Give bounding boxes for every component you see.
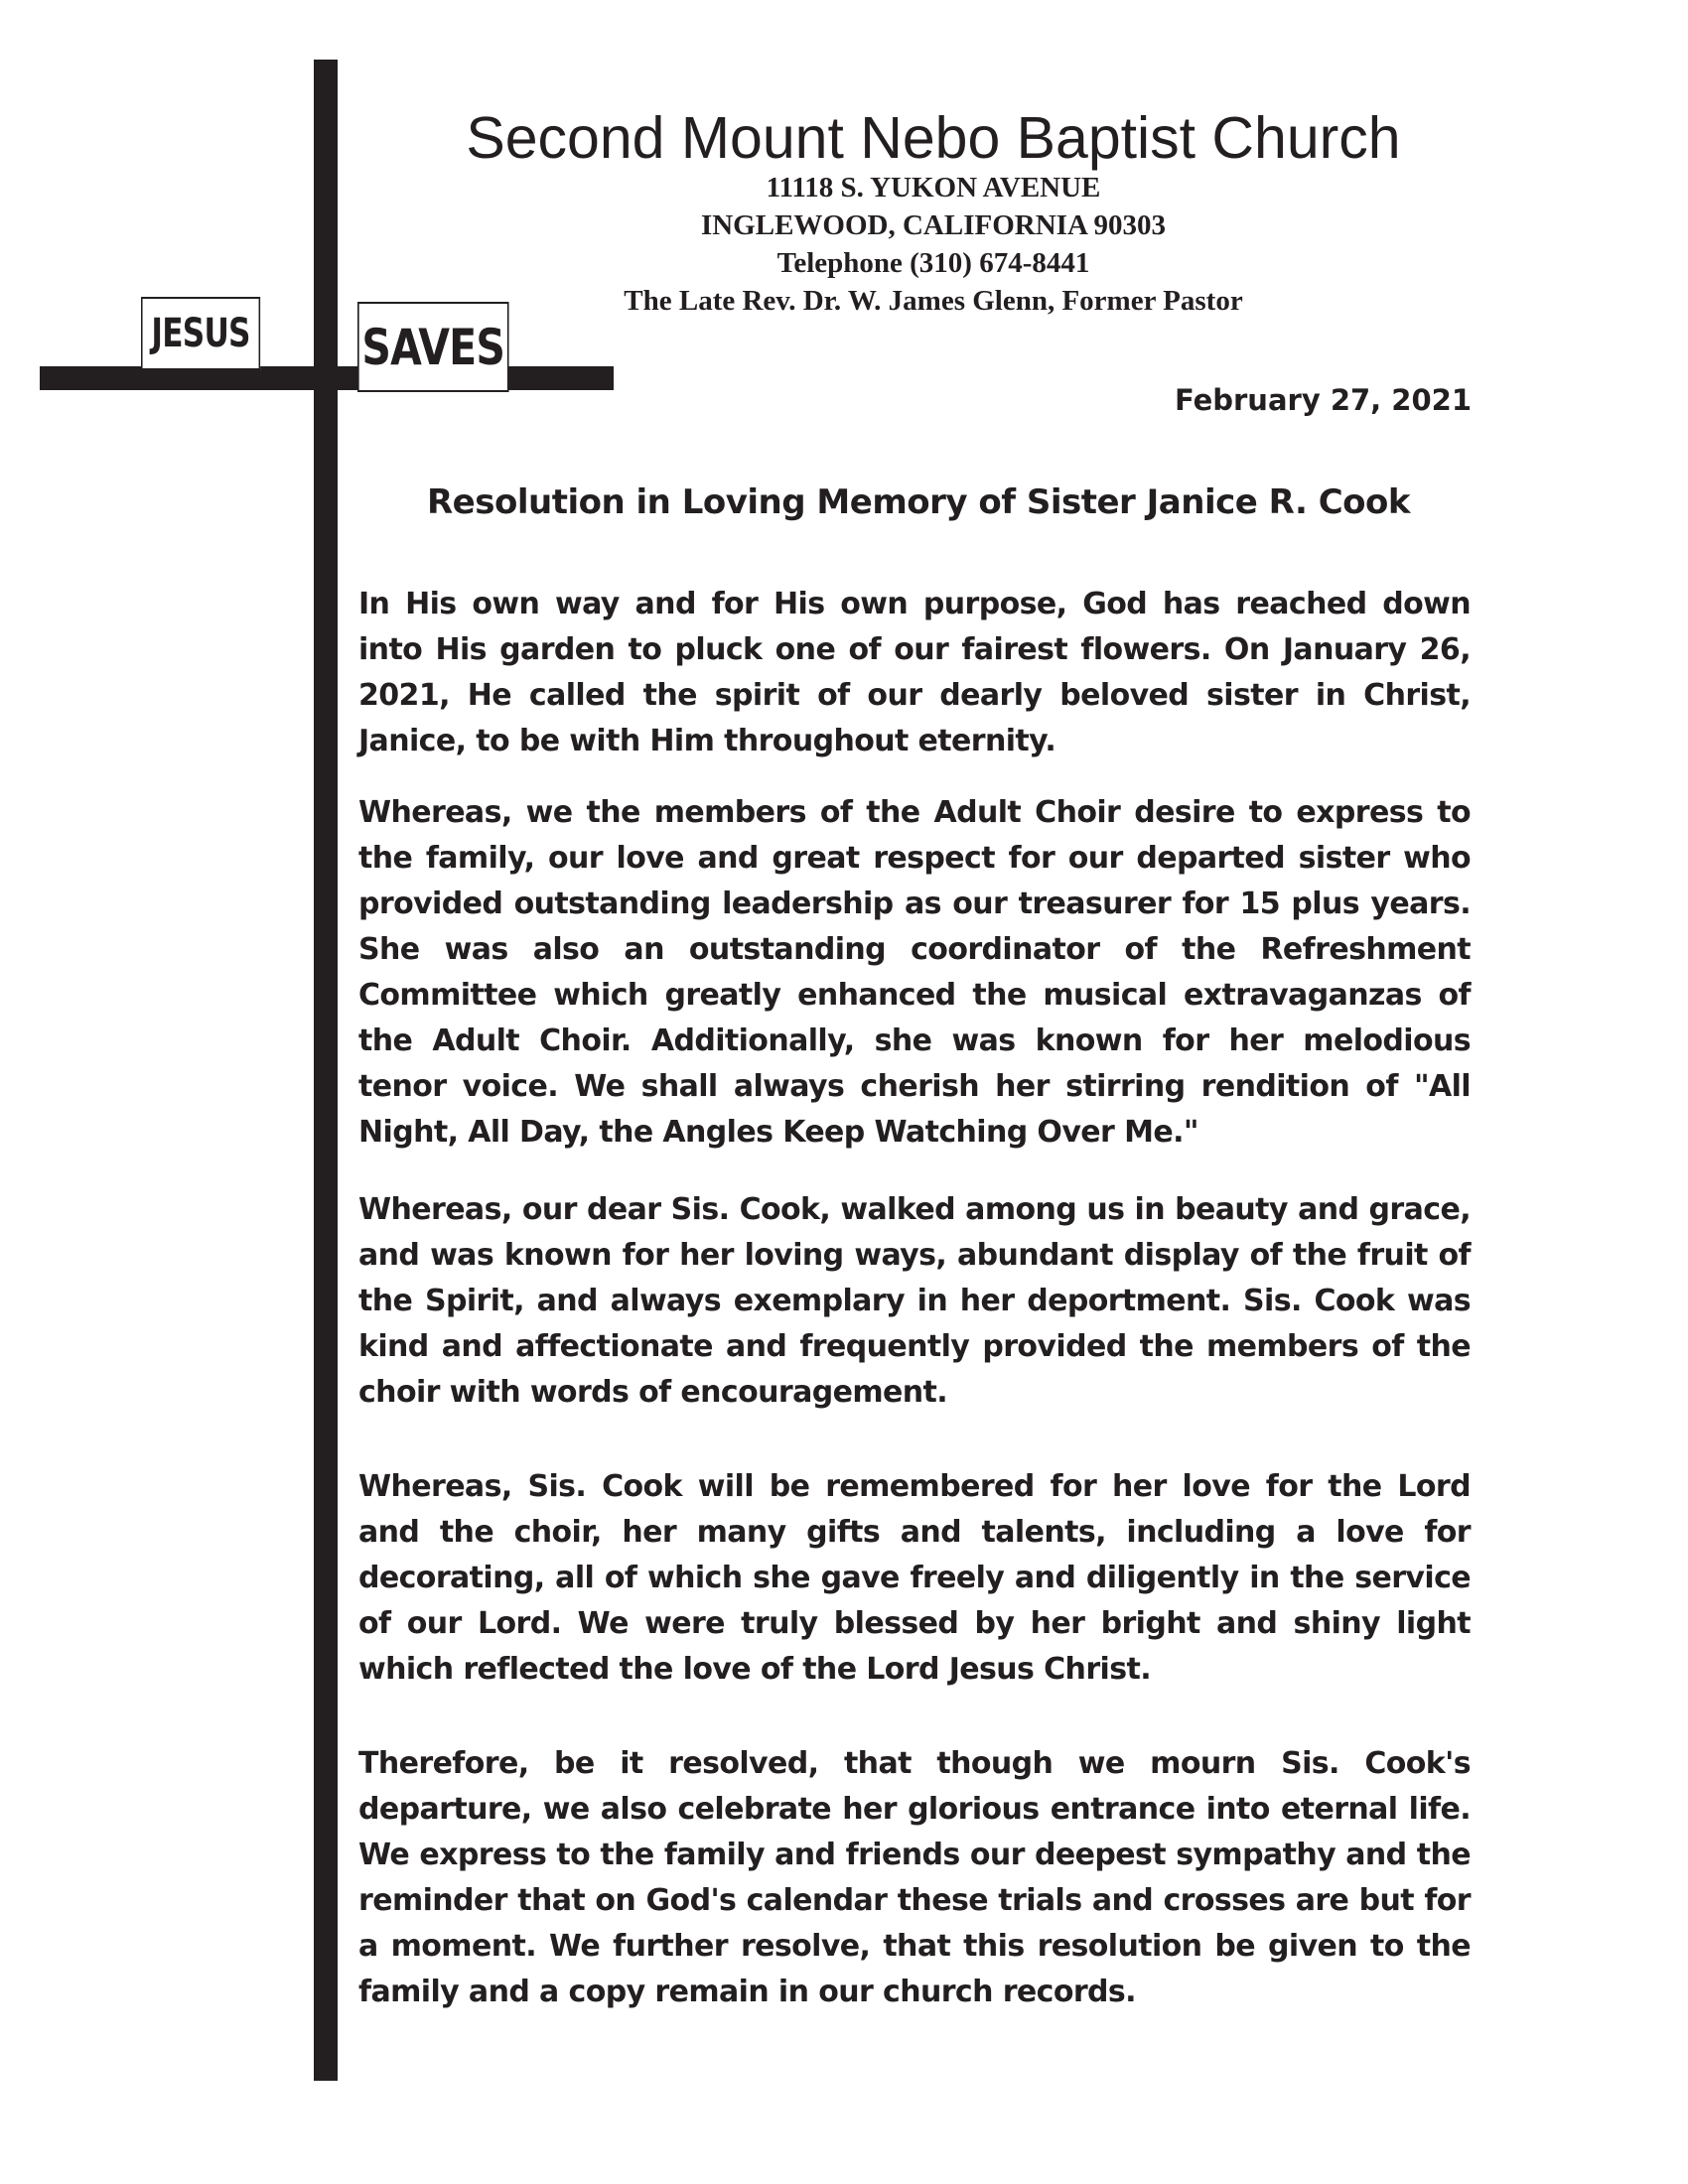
paragraph-whereas-grace: Whereas, our dear Sis. Cook, walked among us in beauty and grace, and was known for her loving ways, abundant display of the fruit of the Spirit, and always exemplary in her deportment. Sis. Cook was kind and affectionate and frequently provided the members of the choir with words of encouragement. (358, 1192, 1471, 1410)
address-city: INGLEWOOD, CALIFORNIA 90303 (700, 209, 1167, 241)
former-pastor: The Late Rev. Dr. W. James Glenn, Former Pastor (624, 285, 1243, 317)
paragraph-whereas-remembered: Whereas, Sis. Cook will be remembered for her love for the Lord and the choir, her many gifts and talents, including a love for decorating, all of which she gave freely and diligently in the service of our Lord. We were truly blessed by her bright and shiny light which reflected the love of the Lord Jesus Christ. (358, 1469, 1471, 1687)
jesus-sign-label: JESUS (151, 311, 250, 356)
paragraph-whereas-choir: Whereas, we the members of the Adult Choir desire to express to the family, our love and great respect for our departed sister who provided outstanding leadership as our treasurer for 15 plus years. She was also an outstanding coordinator of the Refreshment Committee which greatly enhanced the musical extravaganzas of the Adult Choir. Additionally, she was known for her melodious tenor voice. We shall always cherish her stirring rendition of "All Night, All Day, the Angles Keep Watching Over Me." (358, 795, 1471, 1150)
document-date: February 27, 2021 (1174, 383, 1472, 417)
cross-horizontal-bar (40, 366, 614, 390)
resolution-title: Resolution in Loving Memory of Sister Janice R. Cook (427, 482, 1410, 522)
telephone: Telephone (310) 674-8441 (776, 247, 1090, 279)
address-street: 11118 S. YUKON AVENUE (766, 172, 1101, 204)
cross-vertical-bar (314, 60, 338, 2081)
saves-sign-label: SAVES (361, 318, 505, 376)
church-name: Second Mount Nebo Baptist Church (466, 105, 1401, 171)
jesus-sign (141, 297, 260, 370)
paragraph-therefore-resolved: Therefore, be it resolved, that though we mourn Sis. Cook's departure, we also celebrate her glorious entrance into eternal life. We express to the family and friends our deepest sympathy and the reminder that on God's calendar these trials and crosses are but for a moment. We further resolve, that this resolution be given to the family and a copy remain in our church records. (358, 1746, 1471, 2009)
paragraph-intro: In His own way and for His own purpose, God has reached down into His garden to pluck one of our fairest flowers. On January 26, 2021, He called the spirit of our dearly beloved sister in Christ, Janice, to be with Him throughout eternity. (358, 587, 1471, 758)
